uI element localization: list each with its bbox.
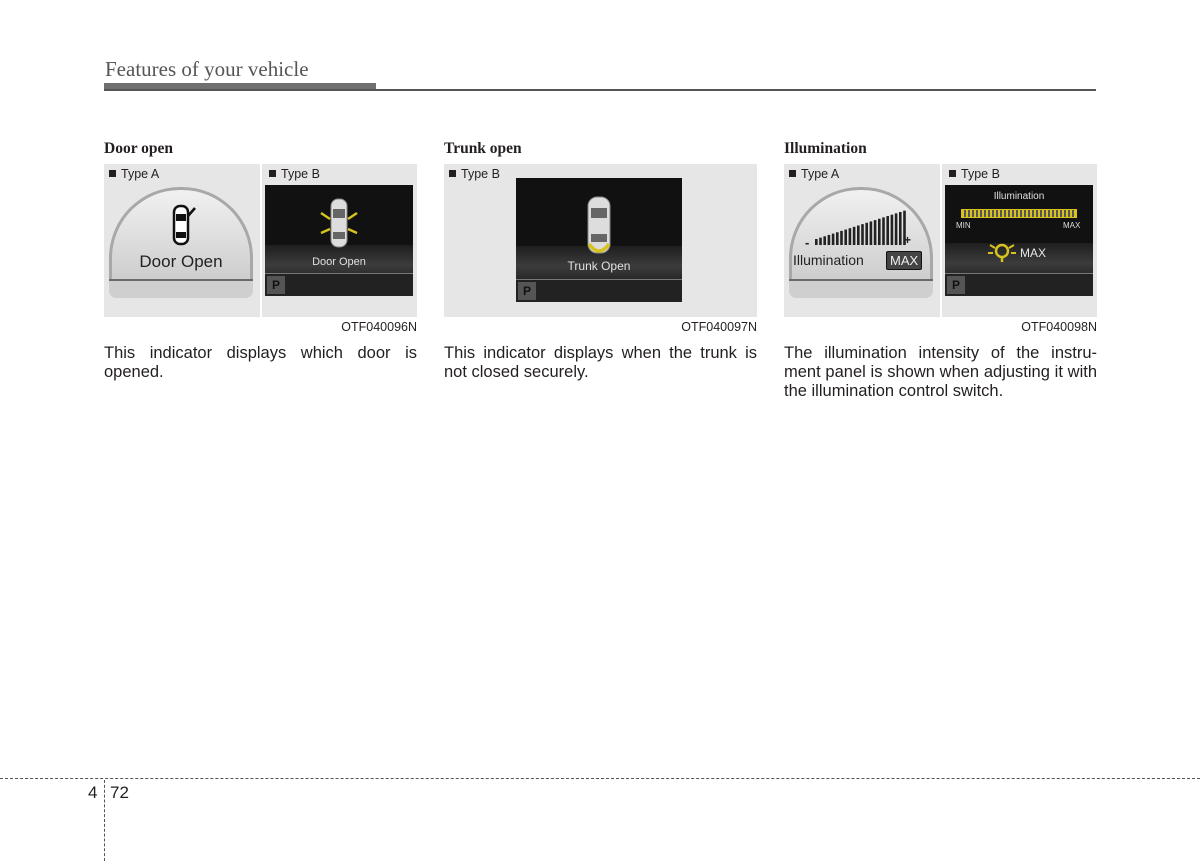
type-a-cluster — [109, 187, 253, 298]
bullet-square-icon — [109, 170, 116, 177]
illumination-bar — [886, 216, 889, 245]
max-label: MAX — [1063, 221, 1081, 230]
illumination-bar — [819, 238, 822, 245]
section-description: This indicator displays which door is opened. — [104, 344, 417, 381]
figure-panel — [444, 164, 757, 317]
section-description: This indicator displays when the trunk is not closed securely. — [444, 344, 757, 381]
plus-label: + — [904, 233, 912, 247]
bullet-square-icon — [949, 170, 956, 177]
section-heading: Illumination — [784, 140, 867, 157]
figure-code: OTF040097N — [681, 320, 757, 334]
section-door-open — [104, 138, 417, 382]
footer-divider — [104, 780, 105, 861]
type-b-screen — [516, 178, 682, 302]
type-a-label: Type A — [109, 167, 159, 181]
figure-code: OTF040096N — [341, 320, 417, 334]
footer-rule — [0, 778, 1200, 779]
section-heading: Door open — [104, 140, 174, 157]
illumination-bar — [861, 224, 864, 245]
p-icon: P — [518, 282, 536, 300]
type-b-label: Type B — [949, 167, 1000, 181]
illumination-bar — [865, 223, 868, 245]
level-value: MAX — [1020, 246, 1047, 260]
car-trunk-open-icon — [584, 194, 614, 258]
illumination-icon — [987, 241, 1017, 263]
illumination-text-a: Illumination — [793, 252, 864, 268]
figure-panel — [104, 164, 417, 317]
max-badge: MAX — [886, 251, 922, 270]
illumination-bar — [870, 221, 873, 245]
page-header-title: Features of your vehicle — [105, 57, 309, 81]
illumination-bar — [895, 213, 898, 245]
section-description: The illumination intensity of the instru-ment panel is shown when adjusting it with the illumination control switch. — [784, 344, 1097, 400]
illumination-bar — [836, 232, 839, 245]
section-illumination — [784, 138, 1097, 401]
illumination-bar — [891, 215, 894, 245]
illumination-bar — [874, 220, 877, 245]
illumination-title-b: Illumination — [993, 191, 1045, 202]
type-b-screen — [945, 185, 1093, 296]
section-heading: Trunk open — [444, 140, 522, 157]
min-label: MIN — [956, 221, 971, 230]
illumination-bar — [828, 235, 831, 245]
illumination-bar — [899, 212, 902, 245]
illumination-bar — [832, 234, 835, 245]
illumination-level-bars — [813, 210, 913, 246]
illumination-bar — [844, 230, 847, 245]
illumination-bar — [857, 226, 860, 246]
panel-divider — [260, 164, 262, 317]
figure-panel — [784, 164, 1097, 317]
panel-divider — [940, 164, 942, 317]
illumination-level-bar — [961, 209, 1077, 218]
minus-label: - — [805, 235, 810, 250]
header-rule — [104, 89, 1096, 91]
door-open-text-b: Door Open — [312, 256, 366, 268]
trunk-open-text-b: Trunk Open — [567, 259, 631, 273]
p-icon: P — [267, 276, 285, 294]
car-door-open-icon — [315, 195, 363, 253]
illumination-bar — [882, 217, 885, 245]
page-number: 72 — [110, 783, 129, 802]
type-b-screen — [265, 185, 413, 296]
illumination-bar — [815, 239, 818, 245]
bullet-square-icon — [789, 170, 796, 177]
p-icon: P — [947, 276, 965, 294]
car-door-open-icon — [166, 202, 196, 248]
illumination-bar — [823, 236, 826, 245]
type-a-label: Type A — [789, 167, 839, 181]
illumination-bar — [849, 228, 852, 245]
illumination-bar — [840, 231, 843, 245]
bullet-square-icon — [449, 170, 456, 177]
chapter-number: 4 — [88, 783, 98, 802]
bullet-square-icon — [269, 170, 276, 177]
illumination-bar — [878, 219, 881, 245]
type-b-label: Type B — [269, 167, 320, 181]
illumination-bar — [853, 227, 856, 245]
figure-code: OTF040098N — [1021, 320, 1097, 334]
door-open-text-a: Door Open — [139, 252, 223, 271]
type-b-label: Type B — [449, 167, 500, 181]
section-trunk-open — [444, 138, 757, 382]
type-a-cluster — [789, 187, 933, 298]
